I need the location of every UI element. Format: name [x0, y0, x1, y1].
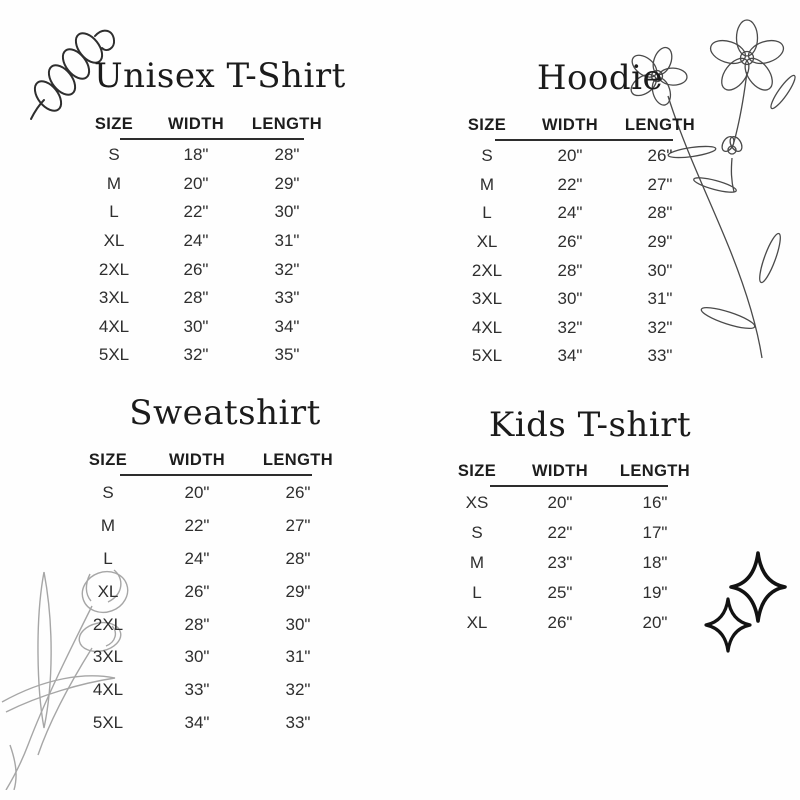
length-cell: 33" [647, 346, 673, 366]
table-row [455, 314, 699, 343]
size-table [80, 112, 330, 370]
table-row [80, 227, 330, 256]
table-title: Kids T-shirt [488, 405, 692, 445]
width-cell: 24" [183, 231, 209, 251]
length-cell: 35" [274, 345, 300, 365]
size-table [455, 113, 699, 371]
table-row [80, 674, 338, 707]
length-cell: 29" [285, 581, 311, 601]
width-cell: 32" [557, 317, 583, 337]
size-cell: L [109, 202, 119, 222]
size-cell: L [472, 583, 482, 602]
table-row [80, 341, 330, 370]
size-cell: 2XL [98, 259, 130, 279]
size-cell: 3XL [98, 288, 130, 308]
length-cell: 29" [274, 173, 300, 193]
table-row [80, 284, 330, 313]
length-cell: 27" [285, 516, 311, 536]
size-table [450, 459, 694, 638]
width-cell: 22" [183, 202, 209, 222]
width-cell: 33" [184, 680, 210, 700]
width-cell: 26" [557, 232, 583, 252]
size-cell: S [102, 483, 114, 503]
size-cell: XL [103, 231, 125, 251]
table-row [80, 198, 330, 227]
length-cell: 32" [274, 259, 300, 279]
width-cell: 26" [184, 581, 210, 601]
col-header-size: SIZE [457, 461, 497, 480]
width-cell: 20" [547, 493, 573, 512]
length-cell: 26" [647, 146, 673, 166]
length-cell: 17" [642, 523, 668, 542]
size-cell: M [100, 516, 116, 536]
size-cell: S [108, 145, 120, 165]
size-cell: M [469, 553, 485, 572]
table-row [80, 608, 338, 641]
col-header-width: WIDTH [168, 450, 226, 469]
size-table [80, 448, 338, 739]
col-header-length: LENGTH [619, 461, 691, 480]
size-cell: M [106, 173, 122, 193]
length-cell: 29" [647, 232, 673, 252]
col-header-width: WIDTH [531, 461, 589, 480]
width-cell: 30" [184, 647, 210, 667]
table-row [80, 313, 330, 342]
table-title: Sweatshirt [129, 393, 321, 433]
width-cell: 26" [547, 613, 573, 632]
table-row [80, 543, 338, 576]
size-cell: 3XL [471, 289, 503, 309]
length-cell: 28" [285, 548, 311, 568]
col-header-size: SIZE [94, 114, 134, 133]
size-cell: XS [465, 493, 489, 512]
length-cell: 34" [274, 316, 300, 336]
width-cell: 22" [557, 174, 583, 194]
width-cell: 18" [183, 145, 209, 165]
size-cell: 4XL [98, 316, 130, 336]
table-row [455, 228, 699, 257]
table-row [455, 256, 699, 285]
size-cell: 2XL [92, 614, 124, 634]
width-cell: 32" [183, 345, 209, 365]
size-cell: L [103, 548, 113, 568]
length-cell: 16" [642, 493, 668, 512]
size-cell: 5XL [471, 346, 503, 366]
size-cell: S [471, 523, 483, 542]
size-cell: 5XL [92, 712, 124, 732]
length-cell: 20" [642, 613, 668, 632]
table-row [450, 488, 694, 518]
width-cell: 28" [183, 288, 209, 308]
width-cell: 28" [184, 614, 210, 634]
length-cell: 31" [647, 289, 673, 309]
length-cell: 27" [647, 174, 673, 194]
width-cell: 20" [557, 146, 583, 166]
size-table-section-kids-tshirt [450, 404, 694, 638]
length-cell: 33" [274, 288, 300, 308]
width-cell: 24" [557, 203, 583, 223]
length-cell: 28" [274, 145, 300, 165]
length-cell: 32" [647, 317, 673, 337]
table-row [455, 199, 699, 228]
size-cell: S [481, 146, 493, 166]
table-row [455, 342, 699, 371]
length-cell: 33" [285, 712, 311, 732]
table-row [80, 575, 338, 608]
length-cell: 30" [285, 614, 311, 634]
size-cell: 5XL [98, 345, 130, 365]
col-header-width: WIDTH [541, 115, 599, 134]
table-row [80, 510, 338, 543]
table-title: Unisex T-Shirt [94, 56, 346, 96]
size-cell: 2XL [471, 260, 503, 280]
width-cell: 22" [547, 523, 573, 542]
table-row [80, 170, 330, 199]
col-header-width: WIDTH [167, 114, 225, 133]
size-cell: 3XL [92, 647, 124, 667]
length-cell: 31" [285, 647, 311, 667]
size-cell: 4XL [471, 317, 503, 337]
header-underline [490, 485, 668, 487]
width-cell: 34" [557, 346, 583, 366]
length-cell: 19" [642, 583, 668, 602]
size-cell: M [479, 174, 495, 194]
size-cell: XL [466, 613, 488, 632]
width-cell: 24" [184, 548, 210, 568]
table-row [450, 518, 694, 548]
table-row [450, 608, 694, 638]
length-cell: 26" [285, 483, 311, 503]
width-cell: 30" [557, 289, 583, 309]
length-cell: 30" [274, 202, 300, 222]
width-cell: 23" [547, 553, 573, 572]
width-cell: 26" [183, 259, 209, 279]
width-cell: 28" [557, 260, 583, 280]
header-underline [120, 474, 312, 476]
size-cell: XL [476, 232, 498, 252]
col-header-size: SIZE [88, 450, 128, 469]
width-cell: 20" [183, 173, 209, 193]
header-row [450, 459, 694, 483]
length-cell: 32" [285, 680, 311, 700]
table-row [80, 707, 338, 740]
size-cell: 4XL [92, 680, 124, 700]
header-row [80, 112, 330, 136]
table-title: Hoodie [536, 58, 664, 98]
length-cell: 30" [647, 260, 673, 280]
table-row [450, 578, 694, 608]
table-row [80, 141, 330, 170]
size-cell: XL [97, 581, 119, 601]
table-row [450, 548, 694, 578]
table-row [80, 641, 338, 674]
width-cell: 25" [547, 583, 573, 602]
table-row [80, 477, 338, 510]
table-row [80, 255, 330, 284]
size-table-section-unisex-tshirt [80, 55, 346, 370]
header-underline [120, 138, 304, 140]
width-cell: 30" [183, 316, 209, 336]
col-header-length: LENGTH [624, 115, 696, 134]
length-cell: 31" [274, 231, 300, 251]
length-cell: 28" [647, 203, 673, 223]
sparkles-doodle-icon [695, 540, 800, 675]
width-cell: 34" [184, 712, 210, 732]
header-row [80, 448, 338, 472]
col-header-length: LENGTH [251, 114, 323, 133]
size-cell: L [482, 203, 492, 223]
col-header-size: SIZE [467, 115, 507, 134]
header-underline [495, 139, 673, 141]
table-row [455, 142, 699, 171]
width-cell: 22" [184, 516, 210, 536]
col-header-length: LENGTH [262, 450, 334, 469]
table-row [455, 285, 699, 314]
table-row [455, 171, 699, 200]
width-cell: 20" [184, 483, 210, 503]
size-table-section-hoodie [455, 57, 699, 371]
header-row [455, 113, 699, 137]
length-cell: 18" [642, 553, 668, 572]
size-table-section-sweatshirt [80, 392, 338, 739]
